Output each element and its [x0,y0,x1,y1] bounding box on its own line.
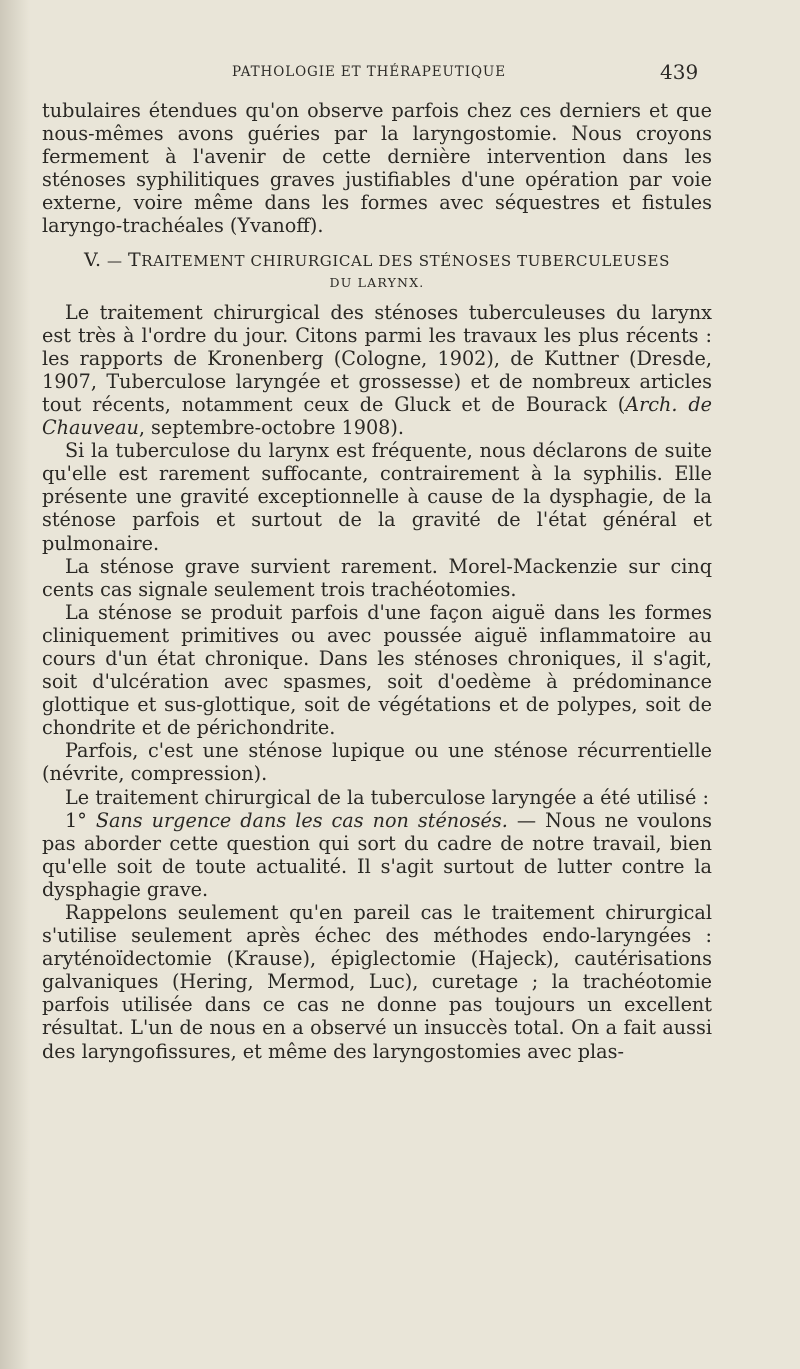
paragraph: Parfois, c'est une sténose lupique ou une sténose récurrentielle (névrite, compression). [42,739,712,786]
paragraph-numbered: 1° Sans urgence dans les cas non sténosés. — Nous ne voulons pas aborder cette question qui sort du cadre de notre travail, bien qu'elle soit de toute actualité. Il s'agit surtout de lutter contre la dysphagie grave. [42,808,712,901]
list-number: 1° [65,808,87,832]
running-head: PATHOLOGIE ET THÉRAPEUTIQUE [232,64,506,80]
paragraph: Le traitement chirurgical des sténoses tuberculeuses du larynx est très à l'ordre du jour. Citons parmi les travaux les plus récents : les rapports de Kronenberg (Cologne, 1902), de Kuttner (Dresde, 1907, Tuberculose laryngée et grossesse) et de nombreux articles tout récents, notamment ceux de Gluck et de Bourack (Arch. de Chauveau, septembre-octobre 1908). [42,300,712,440]
section-number: V. [84,248,102,271]
paragraph: Le traitement chirurgical de la tuberculose laryngée a été utilisé : [65,785,709,809]
section-heading [42,248,712,293]
paragraph-continuation: tubulaires étendues qu'on observe parfois chez ces derniers et que nous-mêmes avons guéries par la laryngostomie. Nous croyons fermement à l'avenir de cette dernière intervention dans les sténoses syphilitiques graves justifiables d'une opération par voie externe, voire même dans les formes avec séquestres et fistules laryngo-trachéales (Yvanoff). [42,99,712,238]
heading-initial: T [128,248,142,271]
page-header [0,60,800,86]
paragraph: Rappelons seulement qu'en pareil cas le traitement chirurgical s'utilise seulement après échec des méthodes endo-laryngées : aryténoïdectomie (Krause), épiglectomie (Hajeck), cautérisations galvaniques (Hering, Mermod, Luc), curetage ; la trachéotomie parfois utilisée dans ce cas ne donne pas toujours un excellent résultat. L'un de nous en a observé un insuccès total. On a fait aussi des laryngofissures, et même des laryngostomies avec plas- [42,901,712,1063]
page-number: 439 [660,60,699,84]
heading-dash: — [107,251,123,270]
citation-italic: Arch. de Chauveau [42,392,712,440]
heading-title-line2: DU LARYNX. [329,274,425,290]
paragraph: La sténose grave survient rarement. Morel-Mackenzie sur cinq cents cas signale seulement trois trachéotomies. [42,554,712,601]
body-text [42,99,712,1063]
paragraph: La sténose se produit parfois d'une façon aiguë dans les formes cliniquement primitives ou avec poussée aiguë inflammatoire au cours d'un état chronique. Dans les sténoses chroniques, il s'agit, soit d'ulcération avec spasmes, soit d'oedème à prédominance glottique et sus-glottique, soit de végétations et de polypes, soit de chondrite et de périchondrite. [42,600,712,740]
subheading-italic: Sans urgence dans les cas non sténosés. [95,808,508,832]
page-gutter-shadow [0,0,30,1369]
heading-title-line1: RAITEMENT CHIRURGICAL DES STÉNOSES TUBERCULEUSES [141,251,670,270]
paragraph: Si la tuberculose du larynx est fréquente, nous déclarons de suite qu'elle est rarement suffocante, contrairement à la syphilis. Elle présente une gravité exceptionnelle à cause de la dysphagie, de la sténose parfois et surtout de la gravité de l'état général et pulmonaire. [42,439,712,555]
